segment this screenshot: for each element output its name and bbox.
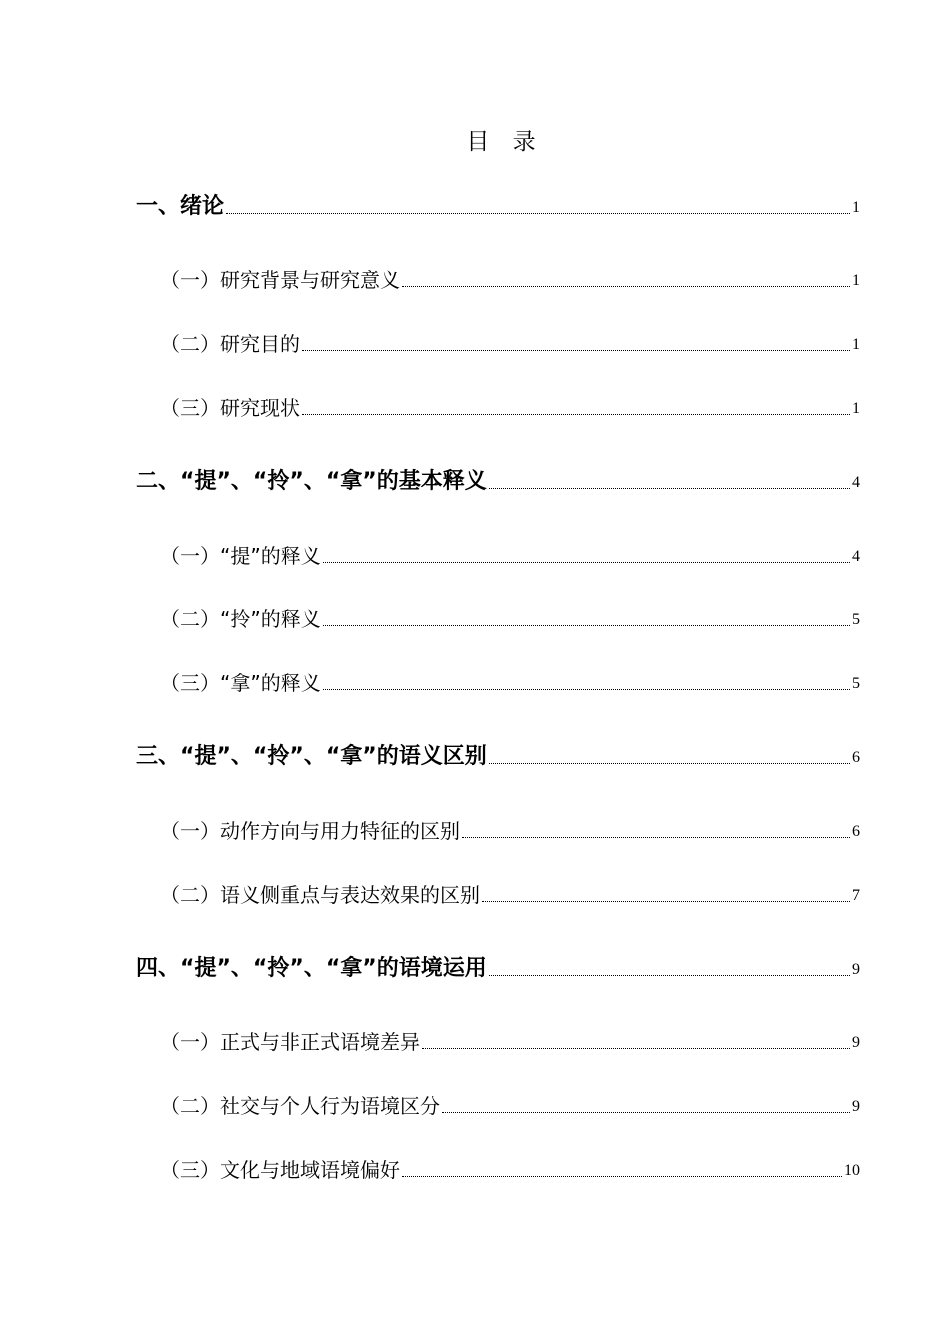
toc-entry-label: 三、“提”、“拎”、“拿”的语义区别 xyxy=(136,744,487,769)
toc-entry-section-1-1[interactable] xyxy=(0,259,860,293)
toc-dot-leader xyxy=(323,625,850,626)
toc-entry-label: （一）研究背景与研究意义 xyxy=(160,268,400,292)
toc-entry-section-4-1[interactable] xyxy=(0,1021,860,1055)
toc-page-number: 10 xyxy=(844,1162,860,1179)
toc-page-number: 9 xyxy=(852,961,860,978)
toc-page-number: 4 xyxy=(852,474,860,491)
toc-page-number: 6 xyxy=(852,749,860,766)
toc-page-number: 5 xyxy=(852,611,860,628)
toc-dot-leader xyxy=(323,689,850,690)
toc-page-number: 1 xyxy=(852,199,860,216)
toc-page-number: 5 xyxy=(852,675,860,692)
toc-page-number: 1 xyxy=(852,336,860,353)
toc-dot-leader xyxy=(462,837,850,838)
toc-page-number: 6 xyxy=(852,823,860,840)
toc-dot-leader xyxy=(302,350,850,351)
toc-entry-label: 二、“提”、“拎”、“拿”的基本释义 xyxy=(136,469,487,494)
toc-entry-section-2-3[interactable] xyxy=(0,662,860,696)
toc-entry-label: （三）研究现状 xyxy=(160,396,300,420)
toc-dot-leader xyxy=(302,414,850,415)
toc-entry-label: （二）研究目的 xyxy=(160,332,300,356)
toc-entry-chapter-1[interactable] xyxy=(0,186,860,220)
toc-entry-label: （三）文化与地域语境偏好 xyxy=(160,1158,400,1182)
page-title: 目 录 xyxy=(466,129,544,155)
toc-dot-leader xyxy=(489,975,850,976)
toc-dot-leader xyxy=(489,763,850,764)
toc-entry-label: 四、“提”、“拎”、“拿”的语境运用 xyxy=(136,956,487,981)
toc-entry-label: （二）语义侧重点与表达效果的区别 xyxy=(160,883,480,907)
toc-dot-leader xyxy=(226,213,850,214)
toc-dot-leader xyxy=(482,901,850,902)
toc-entry-section-1-3[interactable] xyxy=(0,387,860,421)
toc-entry-label: （一）“提”的释义 xyxy=(160,544,321,568)
toc-dot-leader xyxy=(323,562,850,563)
toc-page-number: 9 xyxy=(852,1098,860,1115)
toc-dot-leader xyxy=(422,1048,850,1049)
toc-dot-leader xyxy=(489,488,850,489)
toc-dot-leader xyxy=(442,1112,850,1113)
toc-entry-label: （二）“拎”的释义 xyxy=(160,607,321,631)
toc-page-number: 1 xyxy=(852,272,860,289)
toc-entry-section-4-3[interactable] xyxy=(0,1149,860,1183)
toc-page-number: 1 xyxy=(852,400,860,417)
toc-entry-section-3-1[interactable] xyxy=(0,810,860,844)
toc-entry-label: （三）“拿”的释义 xyxy=(160,671,321,695)
toc-entry-chapter-4[interactable] xyxy=(0,948,860,982)
toc-page-number: 7 xyxy=(852,887,860,904)
toc-entry-section-3-2[interactable] xyxy=(0,874,860,908)
toc-entry-chapter-3[interactable] xyxy=(0,736,860,770)
toc-dot-leader xyxy=(402,286,850,287)
toc-entry-label: 一、绪论 xyxy=(136,194,225,219)
toc-entry-section-4-2[interactable] xyxy=(0,1085,860,1119)
toc-entry-section-2-1[interactable] xyxy=(0,535,860,569)
toc-page-number: 4 xyxy=(852,548,860,565)
toc-entry-label: （一）动作方向与用力特征的区别 xyxy=(160,819,460,843)
toc-page-number: 9 xyxy=(852,1034,860,1051)
toc-entry-chapter-2[interactable] xyxy=(0,461,860,495)
toc-entry-section-1-2[interactable] xyxy=(0,323,860,357)
toc-entry-label: （二）社交与个人行为语境区分 xyxy=(160,1094,440,1118)
toc-dot-leader xyxy=(402,1176,842,1177)
toc-entry-label: （一）正式与非正式语境差异 xyxy=(160,1030,420,1054)
toc-entry-section-2-2[interactable] xyxy=(0,598,860,632)
